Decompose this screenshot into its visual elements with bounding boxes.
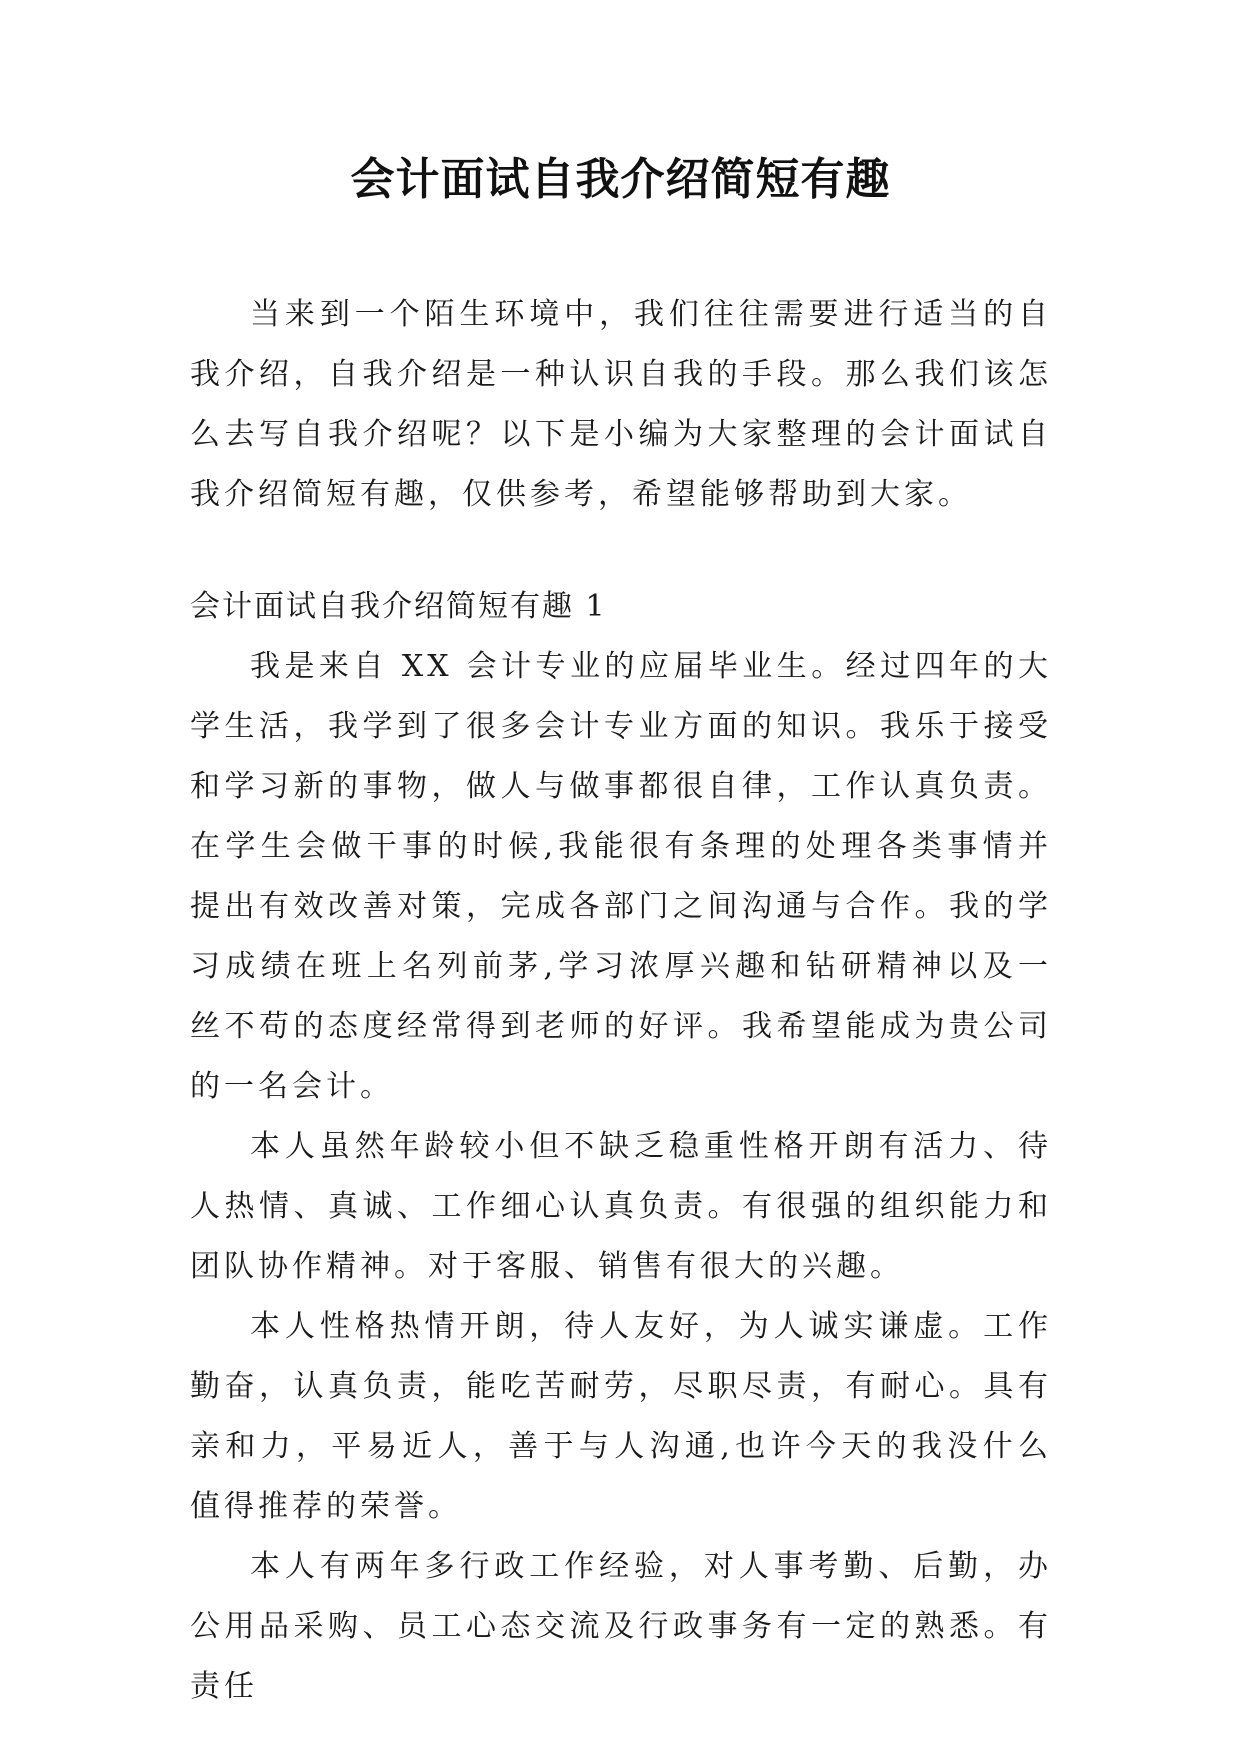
document-body	[190, 285, 1052, 1717]
body-paragraph-1: 我是来自 XX 会计专业的应届毕业生。经过四年的大学生活，我学到了很多会计专业方面的知识。我乐于接受和学习新的事物，做人与做事都很自律，工作认真负责。在学生会做干事的时候,我能很有条理的处理各类事情并提出有效改善对策，完成各部门之间沟通与合作。我的学习成绩在班上名列前茅,学习浓厚兴趣和钻研精神以及一丝不苟的态度经常得到老师的好评。我希望能成为贵公司的一名会计。	[190, 649, 1052, 1104]
intro-paragraph: 当来到一个陌生环境中，我们往往需要进行适当的自我介绍，自我介绍是一种认识自我的手段。那么我们该怎么去写自我介绍呢？以下是小编为大家整理的会计面试自我介绍简短有趣，仅供参考，希望能够帮助到大家。	[190, 297, 1052, 512]
section-heading: 会计面试自我介绍简短有趣 1	[190, 589, 607, 624]
document-title: 会计面试自我介绍简短有趣	[350, 154, 891, 205]
body-paragraph-2: 本人虽然年龄较小但不缺乏稳重性格开朗有活力、待人热情、真诚、工作细心认真负责。有很强的组织能力和团队协作精神。对于客服、销售有很大的兴趣。	[190, 1129, 1052, 1284]
body-paragraph-4: 本人有两年多行政工作经验，对人事考勤、后勤，办公用品采购、员工心态交流及行政事务有一定的熟悉。有责任	[190, 1549, 1052, 1704]
body-paragraph-3: 本人性格热情开朗，待人友好，为人诚实谦虚。工作勤奋，认真负责，能吃苦耐劳，尽职尽责，有耐心。具有亲和力，平易近人，善于与人沟通,也许今天的我没什么值得推荐的荣誉。	[190, 1309, 1052, 1524]
